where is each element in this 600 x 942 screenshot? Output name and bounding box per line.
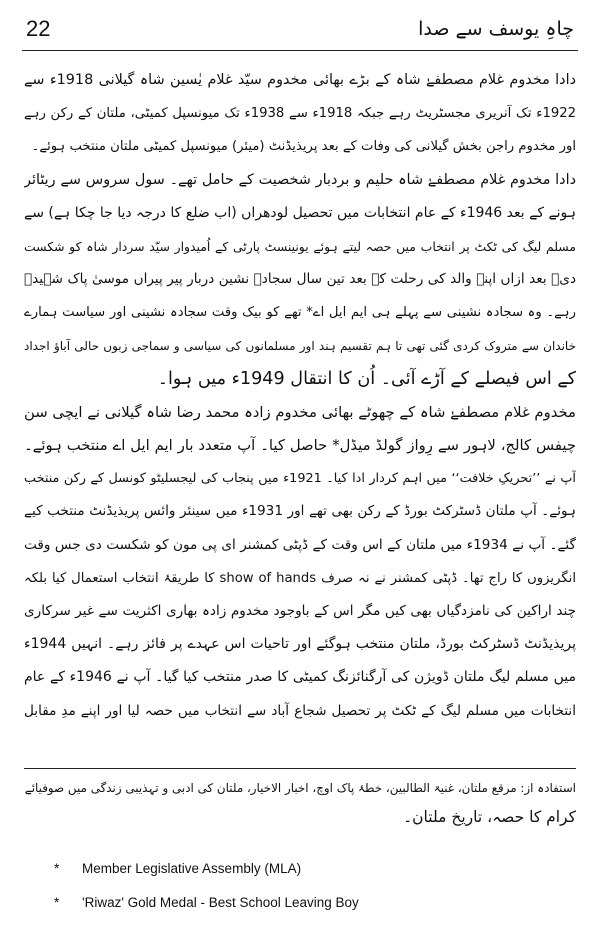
body-line: انتخابات میں مسلم لیگ کے ٹکٹ پر تحصیل شجاع آباد سے انتخاب میں حصہ لیا اور اپنے مدِ مقابل [24,702,576,719]
footnote-text: 'Riwaz' Gold Medal - Best School Leaving Boy [82,895,359,910]
body-line: گئے۔ آپ نے 1934ء میں ملتان کے اس وقت کے ڈپٹی کمشنر ای پی مون کو شکست دی جس وقت [24,536,576,553]
body-line: مخدوم غلام مصطفےٰ شاہ کے چھوٹے بھائی مخدوم زادہ محمد رضا شاہ گیلانی نے ایچی سن [24,403,576,421]
body-line: مسلم لیگ کی ٹکٹ پر انتخاب میں حصہ لیتے ہوئے یونینسٹ پارٹی کے اُمیدوار سیّد سردار شاہ کو شکست [24,238,576,254]
body-line: ہوئے۔ آپ ملتان ڈسٹرکٹ بورڈ کے رکن بھی تھے اور 1931ء میں سینئر وائس پریذیڈنٹ منتخب کیے [24,503,576,520]
body-line: پریذیڈنٹ ڈسٹرکٹ بورڈ، ملتان منتخب ہوگئے اور تاحیات اس عہدے پر فائز رہے۔ انہیں 1944ء [24,636,576,653]
footnote-marker: * [54,861,60,876]
body-line: دی۔ بعد ازاں اپنے والد کی رحلت کے بعد تین سال سجادہ نشین دربار پیر پیراں موسیٰ پاک شہیدؒ [24,271,576,288]
body-line: چند اراکین کی نامزدگیاں بھی کیں مگر اس کے باوجود مخدوم زادہ بھاری اکثریت سے غیر سرکاری [24,603,576,619]
body-line: کے اس فیصلے کے آڑے آئی۔ اُن کا انتقال 1949ء میں ہوا۔ [157,368,576,389]
page-number: 22 [26,16,51,41]
footnote-text: Member Legislative Assembly (MLA) [82,861,302,876]
body-line: ہونے کے بعد 1946ء کے عام انتخابات میں تحصیل لودھراں (اب ضلع کا درجہ دیا جا چکا ہے) سے [24,204,576,221]
body-line: چیفس کالج، لاہور سے رِواز گولڈ میڈل* حاصل کیا۔ آپ متعدد بار ایم ایل اے منتخب ہوئے۔ [24,437,576,455]
source-note-line: کرام کا حصہ، تاریخ ملتان۔ [403,808,576,826]
body-line: 1922ء تک آنریری مجسٹریٹ رہے جبکہ 1918ء سے 1938ء تک میونسپل کمیٹی، ملتان کے رکن رہے [24,106,576,122]
footnotes [54,852,576,920]
source-note [24,774,576,832]
footnote [54,852,576,886]
footnote [54,886,576,920]
body-line: رہے۔ وہ سجادہ نشینی سے پہلے ہی ایم ایل اے* تھے کو بیک وقت سجادہ نشینی اور سیاست ہمارے [24,305,576,321]
source-note-line: استفادہ از: مرقع ملتان، غنیۃ الطالبین، خطۂ پاک اوچ، اخبار الاخیار، ملتان کی ادبی و تہذیبی زندگی میں صوفیائے [24,781,576,795]
notes-rule [24,768,576,769]
body-line: آپ نے ’’تحریکِ خلافت‘‘ میں اہم کردار ادا کیا۔ 1921ء میں پنجاب کی لیجسلیٹو کونسل کے رکن منتخب [24,471,576,487]
body-line: دادا مخدوم غلام مصطفےٰ شاہ حلیم و بردبار شخصیت کے حامل تھے۔ سول سروس سے ریٹائر [24,171,576,188]
header-rule [22,50,578,51]
page-header [22,12,578,56]
body-line: انگریزوں کا راج تھا۔ ڈپٹی کمشنر نے نہ صرف show of hands کا طریقۂ انتخاب استعمال کیا بلکہ [24,570,576,586]
body-line: اور مخدوم راجن بخش گیلانی کی وفات کے بعد پریذیڈنٹ (میئر) میونسپل کمیٹی ملتان منتخب ہوئے۔ [31,139,576,155]
body-line: دادا مخدوم غلام مصطفےٰ شاہ کے بڑے بھائی مخدوم سیّد غلام یٰسین شاہ گیلانی 1918ء سے [24,72,576,88]
running-title: چاہِ یوسف سے صدا [418,18,574,40]
footnote-marker: * [54,895,60,910]
body-line: میں مسلم لیگ ملتان ڈویژن کی آرگنائزنگ کمیٹی کا صدر منتخب کیا گیا۔ آپ نے 1946ء کے عام [24,669,576,686]
body-line: خاندان سے متروک کردی گئی تھی تا ہم تقسیم ہند اور مسلمانوں کی سیاسی و سماجی زبوں حالی آباؤ اجداد [24,338,576,353]
body-text [24,64,576,728]
